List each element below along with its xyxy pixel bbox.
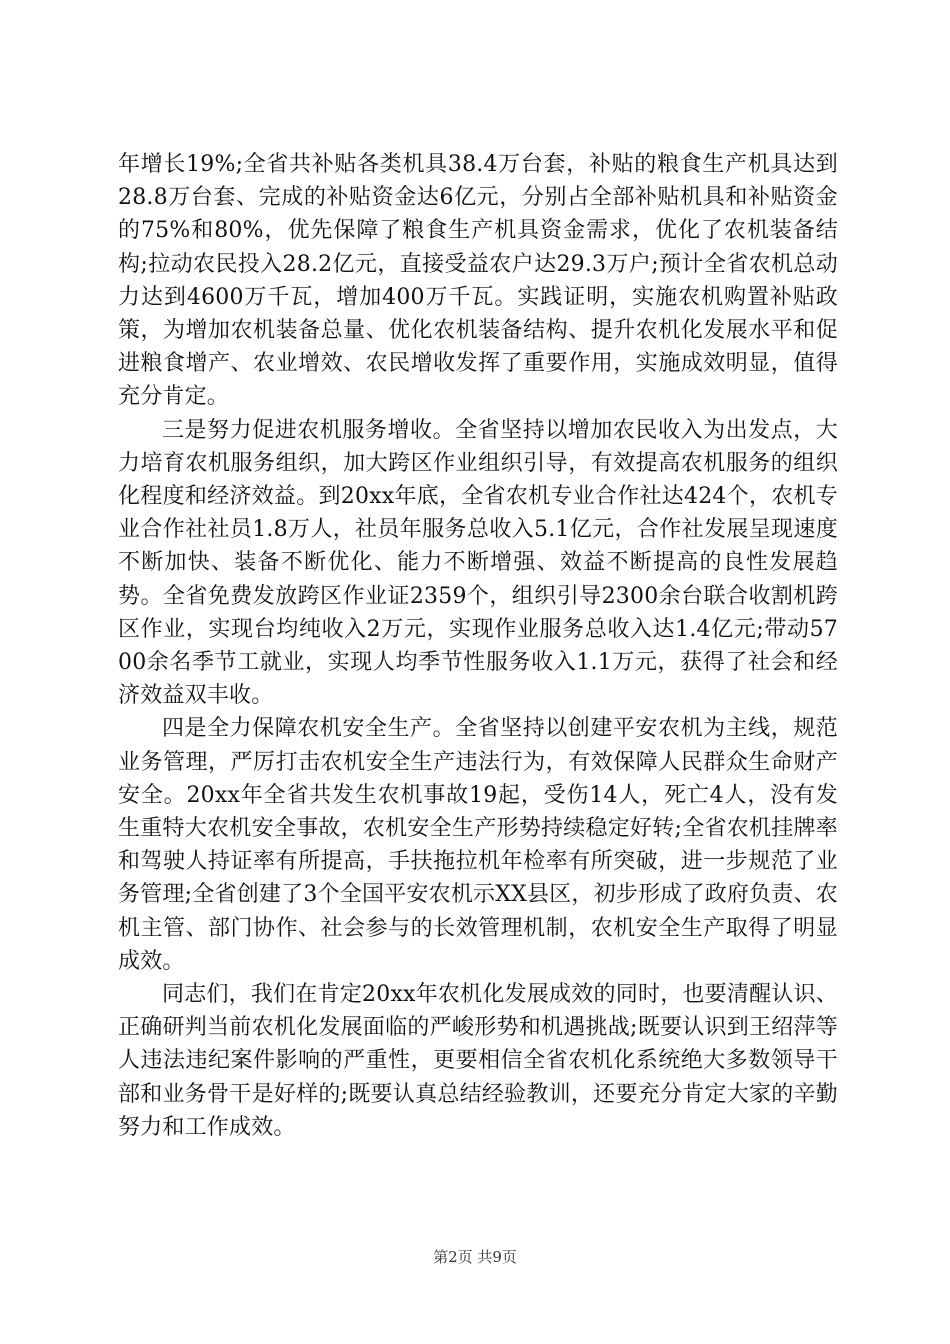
document-body	[118, 148, 838, 1144]
paragraph-comrades-summary: 同志们，我们在肯定20xx年农机化发展成效的同时，也要清醒认识、正确研判当前农机化发展面临的严峻形势和机遇挑战;既要认识到王绍萍等人违法违纪案件影响的严重性，更要相信全省农机化系统绝大多数领导干部和业务骨干是好样的;既要认真总结经验教训，还要充分肯定大家的辛勤努力和工作成效。	[118, 982, 838, 1140]
paragraph-safety-production: 四是全力保障农机安全生产。全省坚持以创建平安农机为主线，规范业务管理，严厉打击农机安全生产违法行为，有效保障人民群众生命财产安全。20xx年全省共发生农机事故19起，受伤14人，死亡4人，没有发生重特大农机安全事故，农机安全生产形势持续稳定好转;全省农机挂牌率和驾驶人持证率有所提高，手扶拖拉机年检率有所突破，进一步规范了业务管理;全省创建了3个全国平安农机示XX县区，初步形成了政府负责、农机主管、部门协作、社会参与的长效管理机制，农机安全生产取得了明显成效。	[118, 716, 838, 974]
paragraph-subsidy-results: 年增长19%;全省共补贴各类机具38.4万台套，补贴的粮食生产机具达到28.8万台套、完成的补贴资金达6亿元，分别占全部补贴机具和补贴资金的75%和80%，优先保障了粮食生产机具资金需求，优化了农机装备结构;拉动农民投入28.2亿元，直接受益农户达29.3万户;预计全省农机总动力达到4600万千瓦，增加400万千瓦。实践证明，实施农机购置补贴政策，为增加农机装备总量、优化农机装备结构、提升农机化发展水平和促进粮食增产、农业增效、农民增收发挥了重要作用，实施成效明显，值得充分肯定。	[118, 152, 838, 410]
paragraph-service-income: 三是努力促进农机服务增收。全省坚持以增加农民收入为出发点，大力培育农机服务组织，加大跨区作业组织引导，有效提高农机服务的组织化程度和经济效益。到20xx年底，全省农机专业合作社达424个，农机专业合作社社员1.8万人，社员年服务总收入5.1亿元，合作社发展呈现速度不断加快、装备不断优化、能力不断增强、效益不断提高的良性发展趋势。全省免费发放跨区作业证2359个，组织引导2300余台联合收割机跨区作业，实现台均纯收入2万元，实现作业服务总收入达1.4亿元;带动5700余名季节工就业，实现人均季节性服务收入1.1万元，获得了社会和经济效益双丰收。	[118, 417, 838, 709]
page-number-footer: 第2页 共9页	[433, 1248, 517, 1266]
